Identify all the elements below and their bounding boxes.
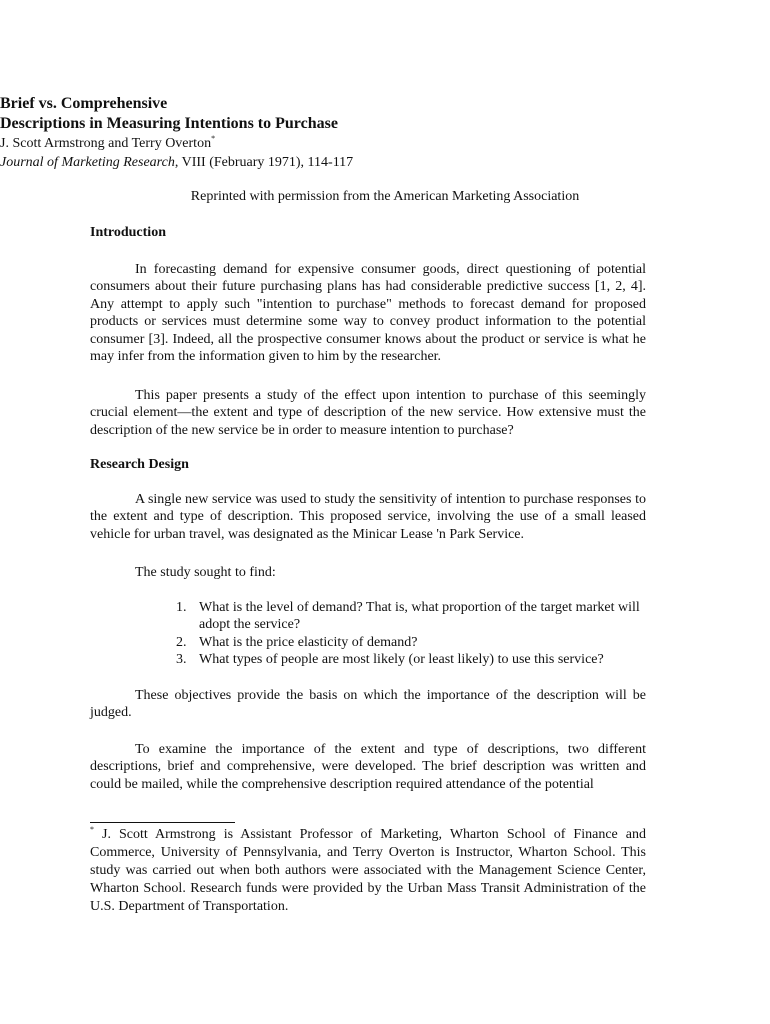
reprint-notice: Reprinted with permission from the American Marketing Association (190, 189, 580, 204)
footnote-divider (90, 822, 235, 823)
citation-details: , VIII (February 1971), 114-117 (174, 155, 354, 170)
footnote-mark: * (90, 825, 94, 834)
footnote (90, 826, 646, 916)
authors: J. Scott Armstrong and Terry Overton (0, 136, 212, 151)
title-line-2: Descriptions in Measuring Intentions to Purchase (0, 115, 338, 132)
list-number: 1. (176, 600, 187, 615)
objectives-list (90, 599, 646, 669)
list-text: What is the price elasticity of demand? (199, 634, 418, 650)
design-paragraph-3 (90, 687, 646, 722)
research-design-section (90, 456, 646, 474)
list-item (90, 599, 646, 634)
research-design-heading: Research Design (90, 457, 189, 472)
author-footnote-mark: * (211, 134, 216, 143)
list-text: What types of people are most likely (or least likely) to use this service? (199, 652, 604, 668)
citation-line (0, 153, 770, 172)
design-paragraph-4 (90, 741, 646, 793)
list-number: 2. (176, 634, 187, 650)
list-number: 3. (176, 652, 187, 668)
authors-line (0, 134, 770, 153)
paragraph: These objectives provide the basis on which the importance of the description will be judged. (90, 688, 646, 721)
paper-header (0, 94, 770, 172)
paragraph: To examine the importance of the extent and type of descriptions, two different descriptions, brief and comprehensive, were developed. The brief description was written and could be mailed, while the comprehensive description required attendance of the potential (90, 742, 646, 792)
list-item (90, 634, 646, 651)
introduction-heading: Introduction (90, 225, 166, 240)
journal-name: Journal of Marketing Research (0, 155, 175, 170)
paragraph: The study sought to find: (135, 565, 276, 580)
title-line-1: Brief vs. Comprehensive (0, 95, 168, 112)
paragraph: In forecasting demand for expensive consumer goods, direct questioning of potential consumers about their future purchasing plans has had considerable predictive success [1, 2, 4]. Any attempt to apply such "intention to purchase" methods to forecast demand for proposed products or services must determine some way to convey product information to the potential consumer [3]. Indeed, all the prospective consumer knows about the product or service is what he may infer from the information given to him by the researcher. (90, 262, 646, 365)
paragraph: This paper presents a study of the effect upon intention to purchase of this seemingly crucial element—the extent and type of description of the new service. How extensive must the description of the new service be in order to measure intention to purchase? (90, 388, 646, 438)
intro-paragraph-2 (90, 387, 646, 439)
intro-paragraph-1 (90, 261, 646, 365)
list-text: What is the level of demand? That is, what proportion of the target market will adopt the service? (199, 600, 640, 633)
design-paragraph-1 (90, 491, 646, 543)
design-paragraph-2 (90, 564, 646, 581)
introduction-section (90, 224, 646, 242)
footnote-text: J. Scott Armstrong is Assistant Professor of Marketing, Wharton School of Finance and Commerce, University of Pennsylvania, and Terry Overton is Instructor, Wharton School. This study was carried out when both authors were associated with the Management Science Center, Wharton School. Research funds were provided by the Urban Mass Transit Administration of the U.S. Department of Transportation. (90, 827, 646, 914)
paragraph: A single new service was used to study the sensitivity of intention to purchase responses to the extent and type of description. This proposed service, involving the use of a small leased vehicle for urban travel, was designated as the Minicar Lease 'n Park Service. (90, 492, 646, 542)
list-item (90, 651, 646, 668)
